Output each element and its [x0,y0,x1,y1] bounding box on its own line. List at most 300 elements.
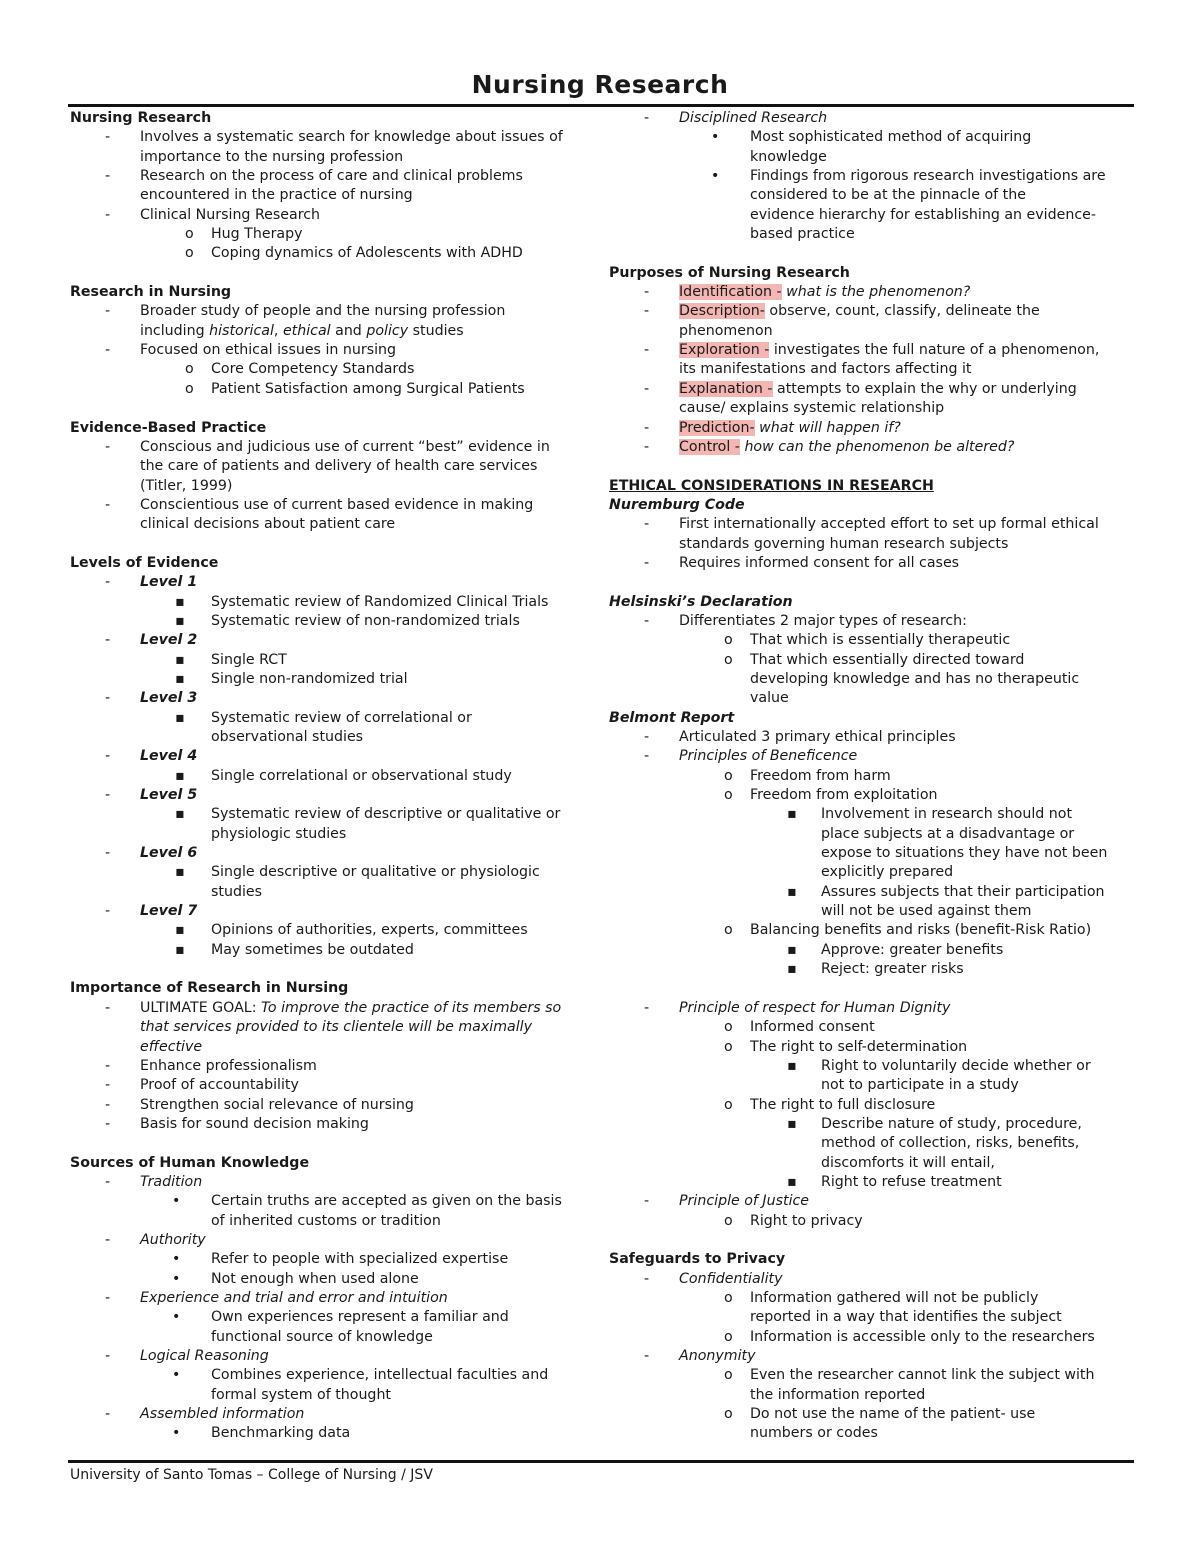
item-text: Tradition [140,1173,203,1190]
list-continuation [609,825,1134,844]
square-bullet-icon: ▪ [787,883,797,900]
list-subsubitem [609,960,1134,979]
list-continuation [609,1076,1134,1095]
item-text: Anonymity [679,1348,756,1364]
left-column [70,109,600,1444]
item-text: based practice [750,226,855,243]
item-text: Single RCT [211,651,287,668]
item-text: Even the researcher cannot link the subject with [750,1367,1095,1384]
list-item [70,496,600,515]
list-continuation [609,670,1134,689]
square-bullet-icon: • [172,1251,181,1268]
dash-bullet-icon: - [644,1270,650,1287]
text-span: what is the phenomenon? [786,284,971,301]
highlighted-term: Description- [679,303,765,320]
dash-bullet-icon: - [105,342,111,359]
list-item [70,689,600,708]
square-bullet-icon: ▪ [175,593,185,610]
item-text: Level 1 [140,574,198,591]
item-text: The right to self-determination [750,1038,968,1055]
spacer [609,457,1134,476]
item-text: physiologic studies [211,825,347,842]
circle-bullet-icon: o [185,245,194,262]
list-subitem [609,1018,1134,1037]
item-text: Right to privacy [750,1212,863,1229]
item-text: Hug Therapy [211,226,303,243]
item-text: Approve: greater benefits [821,941,1004,958]
item-text: Right to voluntarily decide whether or [821,1057,1091,1074]
square-bullet-icon: • [172,1425,181,1442]
list-subitem [70,1192,600,1211]
dash-bullet-icon: - [105,999,111,1016]
square-bullet-icon: ▪ [175,806,185,823]
circle-bullet-icon: o [724,1289,733,1306]
circle-bullet-icon: o [185,226,194,243]
spacer [70,960,600,979]
list-continuation [70,1386,600,1405]
list-item [609,612,1134,631]
item-text: The right to full disclosure [750,1096,936,1113]
item-text: Freedom from exploitation [750,787,938,804]
dash-bullet-icon: - [105,1289,111,1306]
item-text: Information gathered will not be publicly [750,1289,1039,1306]
item-text: the information reported [750,1386,926,1403]
header-rule [68,104,1134,107]
item-text: functional source of knowledge [211,1328,433,1345]
list-item [70,341,600,360]
list-subsubitem [609,1173,1134,1192]
item-text: will not be used against them [821,903,1032,920]
item-text: the care of patients and delivery of health care services [140,458,538,475]
square-bullet-icon: ▪ [787,806,797,823]
dash-bullet-icon: - [105,787,111,804]
list-item [70,206,600,225]
list-item [70,302,600,321]
list-subitem [609,631,1134,650]
list-item [70,1405,600,1424]
list-item [609,1347,1134,1366]
dash-bullet-icon: - [644,516,650,533]
item-text: May sometimes be outdated [211,941,414,958]
item-text: clinical decisions about patient care [140,516,396,533]
item-text: Most sophisticated method of acquiring [750,129,1032,146]
dash-bullet-icon: - [105,1348,111,1364]
item-text: of inherited customs or tradition [211,1212,441,1229]
list-continuation [70,1212,600,1231]
item-text [679,303,1040,319]
list-subitem [609,1212,1134,1231]
item-text: Single descriptive or qualitative or physiologic [211,864,540,881]
item-text: encountered in the practice of nursing [140,187,413,204]
item-text: Balancing benefits and risks (benefit-Risk Ratio) [750,922,1092,939]
highlighted-term: Identification - [679,284,782,301]
dash-bullet-icon: - [105,496,111,513]
list-item [609,109,1134,128]
section-heading: ETHICAL CONSIDERATIONS IN RESEARCH [609,477,934,494]
item-text: Proof of accountability [140,1077,299,1094]
item-text: cause/ explains systemic relationship [679,400,945,417]
item-text: Logical Reasoning [140,1348,269,1364]
item-text: numbers or codes [750,1425,878,1442]
list-item [609,438,1134,457]
list-continuation [609,225,1134,244]
section-heading: Levels of Evidence [70,554,219,571]
list-item [609,554,1134,573]
square-bullet-icon: ▪ [175,922,185,939]
list-continuation [609,902,1134,921]
spacer [70,1134,600,1153]
item-text [679,420,901,436]
dash-bullet-icon: - [644,1348,650,1364]
item-text: formal system of thought [211,1386,391,1403]
list-subitem [609,1038,1134,1057]
item-text: Describe nature of study, procedure, [821,1115,1082,1132]
spacer [609,244,1134,263]
item-text: Opinions of authorities, experts, committees [211,922,528,939]
list-item [70,786,600,805]
item-text: Principle of Justice [679,1193,810,1210]
square-bullet-icon: ▪ [175,612,185,629]
item-text: Systematic review of non-randomized trials [211,612,520,629]
list-subitem [609,786,1134,805]
circle-bullet-icon: o [185,380,194,397]
dash-bullet-icon: - [644,284,650,301]
item-text: importance to the nursing profession [140,148,404,165]
item-text: evidence hierarchy for establishing an evidence- [750,206,1096,223]
item-text: Experience and trial and error and intuition [140,1289,448,1306]
item-text: Involves a systematic search for knowledge about issues of [140,129,563,146]
circle-bullet-icon: o [724,1212,733,1229]
text-span: how can the phenomenon be altered? [744,438,1015,455]
list-continuation [609,1386,1134,1405]
item-text: explicitly prepared [821,864,954,881]
item-text: discomforts it will entail, [821,1154,995,1171]
list-continuation [70,1038,600,1057]
list-subitem [609,1405,1134,1424]
highlighted-term: Control - [679,438,740,455]
dash-bullet-icon: - [644,1193,650,1210]
item-text: Principle of respect for Human Dignity [679,999,951,1016]
text-span: policy [366,322,409,339]
item-text [140,1000,561,1016]
list-item [70,438,600,457]
list-subitem [70,767,600,786]
section-heading: Nursing Research [70,110,212,126]
item-text: Assembled information [140,1406,305,1423]
square-bullet-icon: ▪ [787,1115,797,1132]
item-text: Disciplined Research [679,110,828,126]
dash-bullet-icon: - [105,845,111,862]
item-text: Level 6 [140,845,198,862]
square-bullet-icon: ▪ [175,767,185,784]
dash-bullet-icon: - [105,303,111,320]
list-subitem [70,360,600,379]
list-subitem [609,1366,1134,1385]
square-bullet-icon: • [172,1309,181,1326]
square-bullet-icon: • [172,1193,181,1210]
item-text: Level 5 [140,787,198,804]
item-text: Not enough when used alone [211,1270,419,1287]
item-text: Refer to people with specialized expertise [211,1251,509,1268]
list-subitem [609,767,1134,786]
item-text: Findings from rigorous research investigations are [750,168,1106,185]
text-span: observe, count, classify, delineate the [764,303,1040,320]
list-subitem [70,941,600,960]
dash-bullet-icon: - [105,438,111,455]
subsection-heading: Nuremburg Code [609,496,745,513]
list-continuation [609,1134,1134,1153]
square-bullet-icon: ▪ [787,1173,797,1190]
circle-bullet-icon: o [724,922,733,939]
dash-bullet-icon: - [644,419,650,436]
list-continuation [70,477,600,496]
item-text: its manifestations and factors affecting it [679,361,972,378]
dash-bullet-icon: - [105,574,111,591]
list-continuation [609,844,1134,863]
list-item [70,1096,600,1115]
dash-bullet-icon: - [105,206,111,223]
list-subsubitem [609,883,1134,902]
item-text: Enhance professionalism [140,1057,317,1074]
square-bullet-icon: ▪ [175,864,185,881]
square-bullet-icon: ▪ [787,941,797,958]
footer-rule [68,1460,1134,1463]
list-continuation [70,457,600,476]
list-subitem [70,244,600,263]
list-subitem [70,1424,600,1443]
dash-bullet-icon: - [644,380,650,397]
circle-bullet-icon: o [724,1406,733,1423]
spacer [70,399,600,418]
list-item [609,1270,1134,1289]
item-text: Systematic review of correlational or [211,709,472,726]
list-continuation [609,399,1134,418]
list-subitem [70,1270,600,1289]
list-continuation [609,148,1134,167]
dash-bullet-icon: - [644,554,650,571]
list-item [609,999,1134,1018]
item-text: reported in a way that identifies the subject [750,1309,1062,1326]
dash-bullet-icon: - [105,1115,111,1132]
list-item [70,1289,600,1308]
item-text: method of collection, risks, benefits, [821,1135,1080,1152]
section-heading: Purposes of Nursing Research [609,264,850,281]
list-continuation [70,322,600,341]
circle-bullet-icon: o [185,361,194,378]
list-item [609,283,1134,302]
item-text: That which essentially directed toward [750,651,1025,668]
list-continuation [70,825,600,844]
item-text: Assures subjects that their participation [821,883,1105,900]
item-text [679,342,1099,358]
list-subitem [609,1328,1134,1347]
text-span: and [330,322,367,339]
list-subsubitem [609,1057,1134,1076]
section-heading: Evidence-Based Practice [70,419,267,436]
item-text: expose to situations they have not been [821,845,1108,862]
text-span: studies [408,322,464,339]
list-item [70,573,600,592]
circle-bullet-icon: o [724,1367,733,1384]
section-heading: Importance of Research in Nursing [70,980,349,997]
list-subitem [609,1289,1134,1308]
text-span: including [140,322,210,339]
item-text: Authority [140,1231,206,1248]
text-span: historical [209,322,274,339]
list-subitem [70,225,600,244]
text-span: ethical [282,322,331,339]
item-text: Confidentiality [679,1270,783,1287]
list-item [70,747,600,766]
list-item [609,1192,1134,1211]
dash-bullet-icon: - [105,1096,111,1113]
list-subitem [70,1250,600,1269]
item-text: observational studies [211,729,364,745]
dash-bullet-icon: - [105,1406,111,1423]
square-bullet-icon: • [711,129,720,146]
list-item [609,747,1134,766]
item-text: developing knowledge and has no therapeutic [750,670,1080,687]
list-subitem [70,1308,600,1327]
item-text: Own experiences represent a familiar and [211,1309,509,1326]
circle-bullet-icon: o [724,767,733,784]
item-text: Level 7 [140,903,198,920]
list-item [609,419,1134,438]
list-continuation [609,1154,1134,1173]
item-text: Coping dynamics of Adolescents with ADHD [211,245,523,262]
square-bullet-icon: • [172,1270,181,1287]
list-item [609,515,1134,534]
dash-bullet-icon: - [644,110,650,126]
list-subsubitem [609,1115,1134,1134]
item-text: Information is accessible only to the researchers [750,1328,1095,1345]
item-text: Requires informed consent for all cases [679,554,960,571]
square-bullet-icon: ▪ [787,1057,797,1074]
circle-bullet-icon: o [724,1328,733,1345]
item-text: Conscientious use of current based evidence in making [140,496,534,513]
square-bullet-icon: ▪ [175,670,185,687]
list-continuation [609,863,1134,882]
square-bullet-icon: • [711,168,720,185]
item-text: Strengthen social relevance of nursing [140,1096,414,1113]
item-text: Principles of Beneficence [679,748,858,765]
list-continuation [70,515,600,534]
spacer [70,535,600,554]
item-text: standards governing human research subjects [679,535,1009,552]
highlighted-term: Prediction- [679,419,755,436]
item-text: Benchmarking data [211,1425,351,1442]
circle-bullet-icon: o [724,632,733,649]
item-text: not to participate in a study [821,1077,1019,1094]
list-subitem [70,593,600,612]
list-item [70,631,600,650]
list-item [70,167,600,186]
page-title: Nursing Research [471,70,729,99]
dash-bullet-icon: - [105,1173,111,1190]
item-text: That which is essentially therapeutic [750,632,1011,649]
item-text: phenomenon [679,322,773,339]
list-item [70,1115,600,1134]
item-text: Focused on ethical issues in nursing [140,342,397,359]
item-text: effective [140,1038,203,1055]
list-subitem [70,380,600,399]
list-continuation [609,689,1134,708]
dash-bullet-icon: - [644,303,650,320]
dash-bullet-icon: - [105,168,111,185]
list-item [70,999,600,1018]
dash-bullet-icon: - [644,612,650,629]
list-item [609,380,1134,399]
list-item [70,1057,600,1076]
square-bullet-icon: ▪ [175,651,185,668]
spacer [609,979,1134,998]
list-subitem [609,921,1134,940]
dash-bullet-icon: - [644,748,650,765]
item-text: Differentiates 2 major types of research: [679,612,967,629]
list-continuation [609,1424,1134,1443]
list-continuation [609,186,1134,205]
list-subitem [70,651,600,670]
list-subitem [70,921,600,940]
item-text: value [750,690,789,707]
text-span: To improve the practice of its members so [260,999,562,1016]
spacer [70,264,600,283]
dash-bullet-icon: - [105,748,111,765]
list-subitem [70,670,600,689]
list-item [70,1347,600,1366]
list-item [70,902,600,921]
item-text: Involvement in research should not [821,806,1073,823]
item-text: considered to be at the pinnacle of the [750,187,1026,204]
section-heading: Research in Nursing [70,284,232,301]
item-text: Level 2 [140,632,198,649]
list-continuation [609,535,1134,554]
highlighted-term: Explanation - [679,380,773,397]
item-text: Systematic review of Randomized Clinical Trials [211,593,549,610]
dash-bullet-icon: - [644,438,650,455]
list-continuation [70,728,600,747]
list-continuation [70,1328,600,1347]
circle-bullet-icon: o [724,1019,733,1036]
item-text: Articulated 3 primary ethical principles [679,729,956,745]
list-item [70,1076,600,1095]
dash-bullet-icon: - [105,129,111,146]
item-text: Reject: greater risks [821,961,964,978]
text-span: attempts to explain the why or underlying [772,380,1077,397]
square-bullet-icon: ▪ [175,709,185,726]
section-heading: Sources of Human Knowledge [70,1154,310,1171]
dash-bullet-icon: - [644,999,650,1016]
square-bullet-icon: ▪ [787,961,797,978]
list-subsubitem [609,805,1134,824]
list-continuation [70,1018,600,1037]
list-subsubitem [609,941,1134,960]
right-column [609,109,1134,1444]
item-text: place subjects at a disadvantage or [821,825,1075,842]
list-subitem [609,167,1134,186]
circle-bullet-icon: o [724,1096,733,1113]
dash-bullet-icon: - [105,1231,111,1248]
list-continuation [609,322,1134,341]
item-text: Freedom from harm [750,767,891,784]
page-footer: University of Santo Tomas – College of Nursing / JSV [70,1467,433,1483]
item-text: Broader study of people and the nursing profession [140,303,506,320]
list-continuation [609,206,1134,225]
square-bullet-icon: • [172,1367,181,1384]
item-text: Right to refuse treatment [821,1173,1002,1190]
section-heading: Safeguards to Privacy [609,1251,786,1268]
item-text: Conscious and judicious use of current “best” evidence in [140,438,550,455]
